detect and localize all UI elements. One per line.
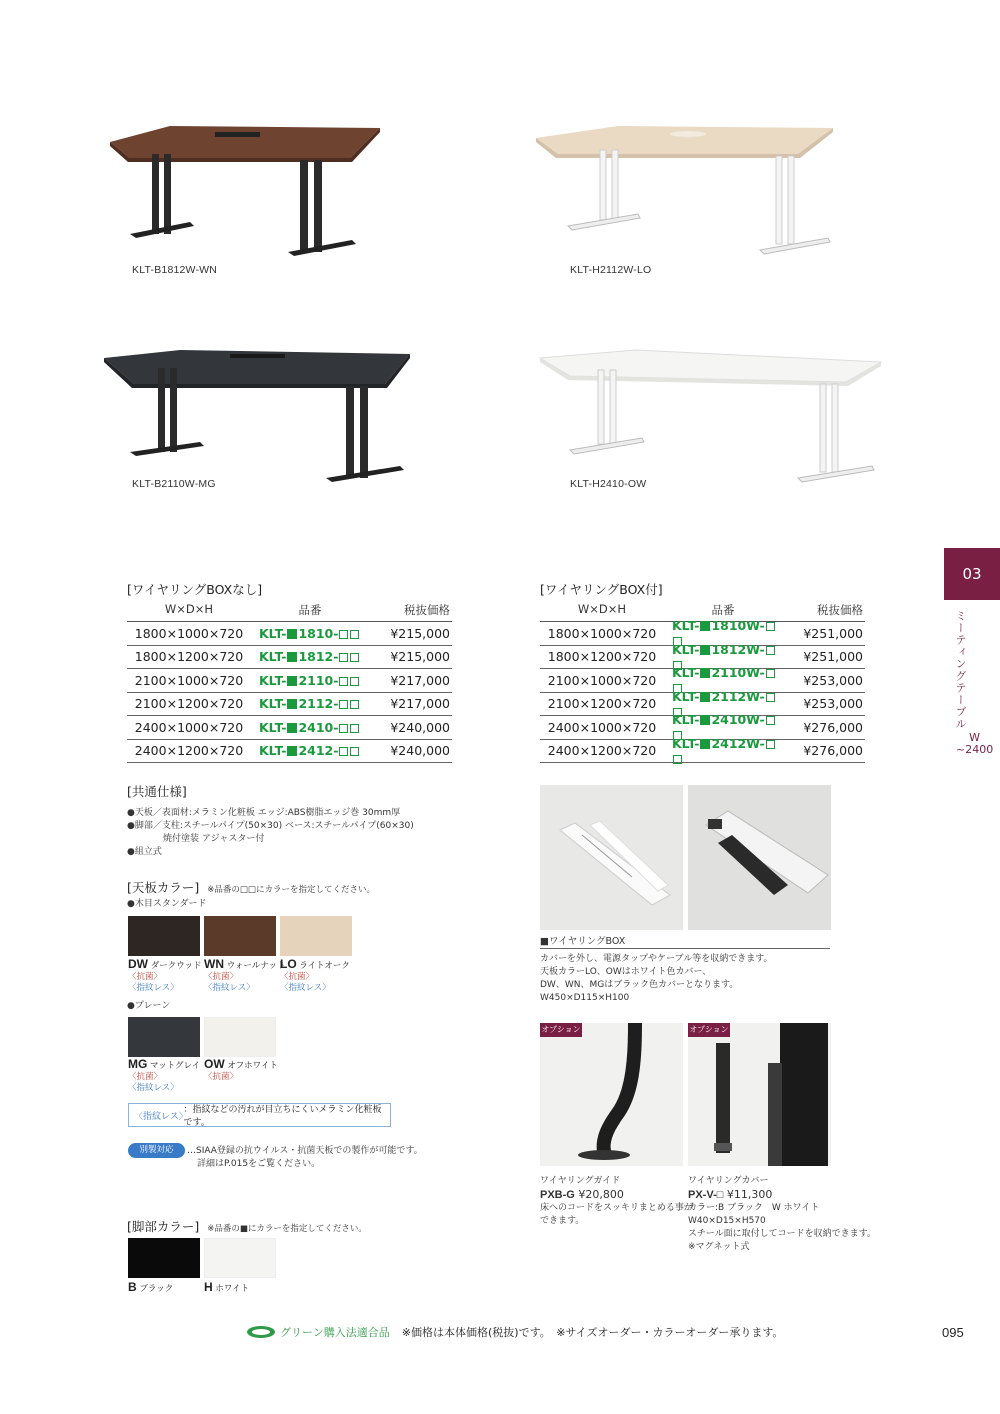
table-row [127, 740, 452, 764]
special-line1: …SIAA登録の抗ウイルス・抗菌天板での製作が可能です。 [187, 1146, 423, 1156]
top-color-title [127, 878, 375, 896]
option-line: W40×D15×H570 [688, 1216, 766, 1226]
code-cell [251, 743, 369, 758]
wiring-cover-photo [688, 1023, 831, 1166]
option-price: ¥11,300 [726, 1188, 773, 1201]
size-cell: 2100×1200×720 [134, 696, 244, 712]
plain-label: ●プレーン [127, 1001, 171, 1011]
swatch-ow[interactable] [204, 1017, 276, 1057]
swatch-label-dw [128, 959, 202, 994]
size-cell: 2100×1000×720 [134, 672, 244, 688]
product-caption: KLT-H2112W-LO [570, 264, 652, 276]
option-line: 床へのコードをスッキリまとめる事が [540, 1203, 693, 1213]
top-color-box-icon [339, 724, 348, 733]
wiring-box-desc [540, 953, 772, 1005]
leg-color-square-icon [700, 692, 710, 702]
code-prefix: KLT- [259, 625, 287, 641]
color-name: ウォールナット [226, 961, 286, 971]
price-cell: ¥276,000 [803, 719, 863, 735]
swatch-label-mg [128, 1059, 200, 1094]
range-line1: W [969, 731, 981, 744]
desc-line: カバーを外し、電源タップやケーブル等を収納できます。 [540, 954, 773, 964]
color-code: OW [204, 1057, 225, 1071]
leg-color-square-icon [700, 621, 710, 631]
color-name: ライトオーク [299, 961, 350, 971]
top-color-box-icon [766, 740, 775, 749]
table-photo-klt-b1812w-wn [90, 118, 390, 263]
color-code: WN [204, 957, 224, 971]
callout-text: ：指紋などの汚れが目立ちにくいメラミン化粧板です。 [183, 1105, 382, 1128]
header-price: 税抜価格 [404, 603, 450, 617]
price-cell: ¥217,000 [390, 696, 450, 712]
price-cell: ¥251,000 [803, 649, 863, 665]
swatch-leg-black[interactable] [128, 1238, 200, 1278]
option-price: ¥20,800 [578, 1188, 624, 1201]
option-code-price [540, 1188, 693, 1202]
width-range [956, 732, 993, 756]
code-prefix: KLT- [259, 649, 287, 665]
table-row [127, 622, 452, 646]
top-color-box-icon [673, 755, 682, 764]
wiring-guide-photo [540, 1023, 683, 1166]
leg-label-h [204, 1282, 249, 1295]
top-color-box-icon [339, 653, 348, 662]
size-cell: 1800×1000×720 [134, 625, 244, 641]
antibacterial-tag: 〈抗菌〉 [128, 972, 163, 982]
price-cell: ¥253,000 [803, 672, 863, 688]
header-price: 税抜価格 [817, 603, 863, 617]
leg-color-square-icon [700, 715, 710, 725]
code-cell [251, 626, 369, 641]
code-mid: 2412- [298, 743, 339, 759]
size-cell: 2400×1200×720 [547, 743, 657, 759]
code-mid: 2110- [298, 672, 339, 688]
swatch-label-lo [280, 959, 350, 994]
spec-table-no-box [127, 580, 452, 763]
spec-line: ●天板／表面材:メラミン化粧板 エッジ:ABS樹脂エッジ巻 30mm厚 [127, 808, 401, 818]
size-cell: 1800×1200×720 [547, 649, 657, 665]
top-color-box-icon [339, 677, 348, 686]
table-title: [ワイヤリングBOX付] [540, 582, 663, 597]
common-spec-title: [共通仕様] [127, 784, 187, 799]
price-cell: ¥215,000 [390, 625, 450, 641]
top-color-box-icon [350, 677, 359, 686]
size-cell: 2400×1200×720 [134, 743, 244, 759]
leg-color-square-icon [287, 652, 297, 662]
top-color-box-icon [350, 724, 359, 733]
code-prefix: KLT- [672, 688, 700, 704]
code-prefix: KLT- [672, 712, 700, 728]
color-name: マットグレイ [150, 1061, 201, 1071]
top-color-box-icon [339, 747, 348, 756]
code-mid: 1812- [298, 649, 339, 665]
option-code-price [688, 1188, 876, 1202]
price-cell: ¥253,000 [803, 696, 863, 712]
table-photo-klt-h2112w-lo [528, 118, 838, 263]
option-code: PXB-G [540, 1189, 575, 1201]
size-cell: 1800×1200×720 [134, 649, 244, 665]
header-code: 品番 [711, 603, 735, 617]
code-mid: 2112- [298, 696, 339, 712]
size-cell: 2100×1200×720 [547, 696, 657, 712]
footer [246, 1324, 783, 1340]
option-wiring-cover [688, 1175, 876, 1254]
antibacterial-tag: 〈抗菌〉 [204, 972, 239, 982]
option-line: スチール面に取付してコードを収納できます。 [688, 1229, 876, 1239]
top-color-heading: [天板カラー] [127, 880, 200, 895]
leg-color-square-icon [700, 668, 710, 678]
wiring-box-title: ■ワイヤリングBOX [540, 936, 626, 947]
color-code: MG [128, 1057, 148, 1071]
fingerprintless-tag: 〈指紋レス〉 [128, 983, 179, 993]
antibacterial-tag: 〈抗菌〉 [280, 972, 315, 982]
leg-color-square-icon [700, 739, 710, 749]
leg-color-square-icon [287, 629, 297, 639]
table-row [540, 735, 865, 764]
swatch-label-ow [204, 1059, 278, 1083]
price-cell: ¥276,000 [803, 743, 863, 759]
price-cell: ¥240,000 [390, 719, 450, 735]
top-color-box-icon [766, 669, 775, 678]
fingerprintless-tag: 〈指紋レス〉 [280, 983, 331, 993]
leg-color-square-icon [700, 645, 710, 655]
color-code: H [204, 1280, 213, 1294]
code-mid: 1810- [298, 625, 339, 641]
color-code: DW [128, 957, 148, 971]
code-prefix: KLT- [259, 696, 287, 712]
leg-color-square-icon [287, 746, 297, 756]
chapter-label: ミーティングテーブル [954, 610, 967, 730]
range-line2: ~2400 [956, 743, 994, 756]
spec-line: ●脚部／支柱:スチールパイプ(50×30) ベース:スチールパイプ(60×30) [127, 821, 414, 831]
table-photo-klt-h2410-ow [536, 344, 886, 489]
code-mid: 2412W- [711, 735, 765, 751]
antibacterial-tag: 〈抗菌〉 [128, 1072, 163, 1082]
color-name: ブラック [139, 1284, 174, 1294]
size-cell: 1800×1000×720 [547, 625, 657, 641]
leg-color-heading: [脚部カラー] [127, 1219, 200, 1234]
product-caption: KLT-B1812W-WN [132, 264, 218, 276]
desc-line: DW、WN、MGはブラック色カバーとなります。 [540, 980, 739, 990]
size-cell: 2100×1000×720 [547, 672, 657, 688]
code-cell [251, 696, 369, 711]
leg-color-note: ※品番の■にカラーを指定してください。 [207, 1224, 367, 1234]
swatch-dw[interactable] [128, 916, 200, 956]
price-cell: ¥251,000 [803, 625, 863, 641]
table-row [127, 669, 452, 693]
color-code: B [128, 1280, 137, 1294]
top-color-box-icon [766, 716, 775, 725]
code-prefix: KLT- [259, 672, 287, 688]
leg-color-square-icon [287, 723, 297, 733]
fingerprintless-tag: 〈指紋レス〉 [128, 1083, 179, 1093]
header-size: W×D×H [164, 602, 214, 616]
code-mid: 1812W- [711, 641, 765, 657]
wiring-box-photo-cover [688, 785, 831, 930]
option-name: ワイヤリングカバー [688, 1176, 769, 1186]
chapter-tab[interactable]: 03 [944, 548, 1000, 600]
spec-line: 焼付塗装 アジャスター付 [163, 834, 265, 844]
code-mid: 2112W- [711, 688, 765, 704]
code-mid: 1810W- [711, 618, 765, 634]
fingerprintless-callout [128, 1103, 391, 1127]
option-badge: オプション [688, 1023, 730, 1037]
swatch-lo[interactable] [280, 916, 352, 956]
size-cell: 2400×1000×720 [547, 719, 657, 735]
top-color-box-icon [350, 747, 359, 756]
code-prefix: KLT- [672, 618, 700, 634]
top-color-box-icon [766, 646, 775, 655]
table-row [127, 693, 452, 717]
wiring-box-photo-open [540, 785, 683, 930]
wood-label: ●木目スタンダード [127, 899, 207, 909]
top-color-box-icon [350, 700, 359, 709]
green-purchase-icon [246, 1325, 276, 1339]
fingerprintless-tag: 〈指紋レス〉 [204, 983, 255, 993]
desc-line: W450×D115×H100 [540, 993, 630, 1003]
color-name: オフホワイト [227, 1061, 278, 1071]
swatch-wn[interactable] [204, 916, 276, 956]
table-row [127, 716, 452, 740]
code-cell [664, 736, 782, 766]
option-code: PX-V-□ [688, 1189, 724, 1201]
table-title: [ワイヤリングBOXなし] [127, 582, 263, 597]
top-color-box-icon [339, 700, 348, 709]
top-color-box-icon [350, 653, 359, 662]
product-caption: KLT-B2110W-MG [132, 478, 216, 490]
table-row [127, 646, 452, 670]
top-color-box-icon [766, 622, 775, 631]
wiring-box-divider [540, 948, 830, 949]
leg-color-square-icon [287, 699, 297, 709]
code-mid: 2410- [298, 719, 339, 735]
antibacterial-tag: 〈抗菌〉 [204, 1072, 239, 1082]
special-order-badge: 別製対応 [128, 1143, 185, 1158]
leg-color-square-icon [287, 676, 297, 686]
option-line: ※マグネット式 [688, 1242, 750, 1252]
top-color-box-icon [339, 630, 348, 639]
code-prefix: KLT- [672, 665, 700, 681]
table-header [127, 602, 452, 622]
leg-color-title [127, 1217, 367, 1235]
page-number: 095 [942, 1325, 964, 1340]
swatch-label-wn [204, 959, 286, 994]
top-color-box-icon [766, 693, 775, 702]
size-cell: 2400×1000×720 [134, 719, 244, 735]
option-wiring-guide [540, 1175, 693, 1228]
spec-table-with-box [540, 580, 865, 763]
code-cell [251, 649, 369, 664]
price-cell: ¥215,000 [390, 649, 450, 665]
price-cell: ¥217,000 [390, 672, 450, 688]
code-prefix: KLT- [672, 735, 700, 751]
header-size: W×D×H [577, 602, 627, 616]
special-order-text [187, 1145, 423, 1171]
price-cell: ¥240,000 [390, 743, 450, 759]
code-cell [251, 720, 369, 735]
leg-label-b [128, 1282, 173, 1295]
code-prefix: KLT- [672, 641, 700, 657]
code-prefix: KLT- [259, 743, 287, 759]
desc-line: 天板カラーLO、OWはホワイト色カバー、 [540, 967, 712, 977]
table-photo-klt-b2110w-mg [100, 344, 420, 489]
code-prefix: KLT- [259, 719, 287, 735]
color-code: LO [280, 957, 297, 971]
header-code: 品番 [298, 603, 322, 617]
green-purchase-label: グリーン購入法適合品 [280, 1326, 390, 1339]
option-name: ワイヤリングガイド [540, 1176, 621, 1186]
swatch-leg-white[interactable] [204, 1238, 276, 1278]
fingerprintless-tag: 〈指紋レス〉 [134, 1111, 188, 1122]
common-spec-body [127, 807, 414, 859]
swatch-mg[interactable] [128, 1017, 200, 1057]
special-line2: 詳細はP.015をご覧ください。 [197, 1159, 321, 1169]
product-caption: KLT-H2410-OW [570, 478, 647, 490]
top-color-note: ※品番の□□にカラーを指定してください。 [207, 885, 375, 895]
color-name: ダークウッド [150, 961, 202, 971]
option-badge: オプション [540, 1023, 582, 1037]
top-color-box-icon [350, 630, 359, 639]
code-cell [251, 673, 369, 688]
spec-line: ●組立式 [127, 847, 162, 857]
code-mid: 2410W- [711, 712, 765, 728]
color-name: ホワイト [215, 1284, 250, 1294]
footer-note: ※価格は本体価格(税抜)です。 ※サイズオーダー・カラーオーダー承ります。 [401, 1326, 784, 1339]
option-line: できます。 [540, 1216, 585, 1226]
code-mid: 2110W- [711, 665, 765, 681]
option-line: カラー:B ブラック W ホワイト [688, 1203, 820, 1213]
